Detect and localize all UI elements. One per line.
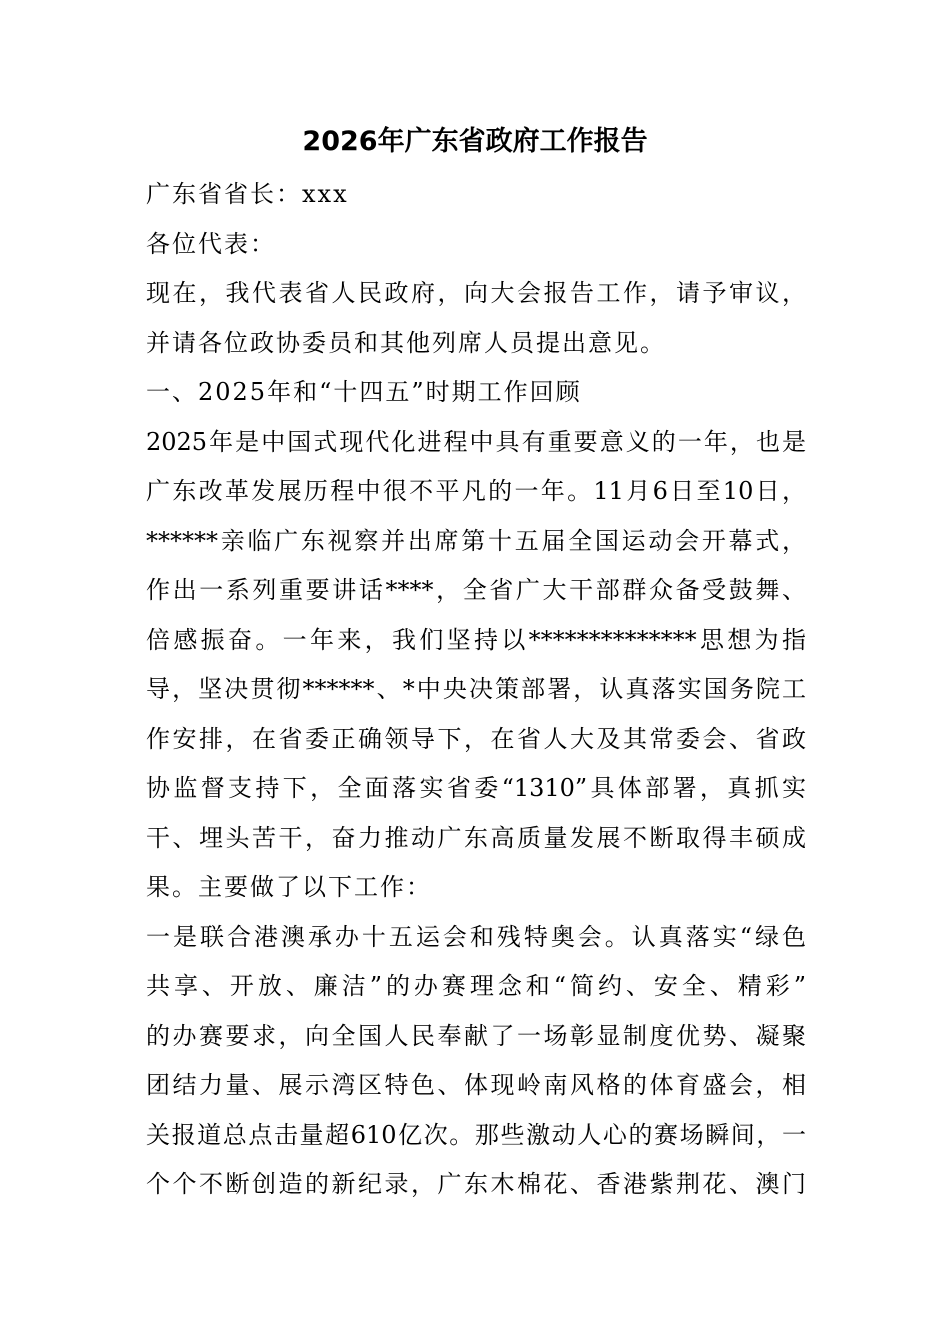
paragraph-line: 2025年是中国式现代化进程中具有重要意义的一年，也是	[146, 427, 806, 456]
paragraph-line: ******亲临广东视察并出席第十五届全国运动会开幕式，	[146, 526, 806, 555]
paragraph-line: 现在，我代表省人民政府，向大会报告工作，请予审议，	[146, 279, 806, 307]
paragraph-line: 一是联合港澳承办十五运会和残特奥会。认真落实“绿色	[146, 922, 806, 951]
paragraph-line: 并请各位政协委员和其他列席人员提出意见。	[146, 328, 666, 357]
document-body	[146, 170, 806, 1210]
salutation-line: 各位代表：	[146, 229, 276, 258]
paragraph-line: 团结力量、展示湾区特色、体现岭南风格的体育盛会，相	[146, 1071, 806, 1099]
paragraph-line: 倍感振奋。一年来，我们坚持以**************思想为指	[146, 625, 806, 654]
paragraph-line: 个个不断创造的新纪录，广东木棉花、香港紫荆花、澳门	[146, 1170, 806, 1198]
paragraph-line: 果。主要做了以下工作：	[146, 873, 432, 901]
paragraph-line: 广东改革发展历程中很不平凡的一年。11月6日至10日，	[146, 477, 806, 505]
paragraph-line: 导，坚决贯彻******、*中央决策部署，认真落实国务院工	[146, 675, 806, 703]
document-title: 2026年广东省政府工作报告	[302, 126, 648, 157]
paragraph-line: 作出一系列重要讲话****，全省广大干部群众备受鼓舞、	[146, 576, 806, 604]
section-heading: 一、2025年和“十四五”时期工作回顾	[146, 378, 582, 406]
paragraph-line: 协监督支持下，全面落实省委“1310”具体部署，真抓实	[146, 774, 806, 802]
paragraph-line: 干、埋头苦干，奋力推动广东高质量发展不断取得丰硕成	[146, 823, 806, 852]
paragraph-line: 共享、开放、廉洁”的办赛理念和“简约、安全、精彩”	[146, 972, 806, 1000]
paragraph-line: 作安排，在省委正确领导下，在省人大及其常委会、省政	[146, 724, 806, 753]
paragraph-line: 关报道总点击量超610亿次。那些激动人心的赛场瞬间，一	[146, 1120, 806, 1149]
governor-line: 广东省省长：xxx	[146, 180, 349, 208]
paragraph-line: 的办赛要求，向全国人民奉献了一场彰显制度优势、凝聚	[146, 1021, 806, 1050]
